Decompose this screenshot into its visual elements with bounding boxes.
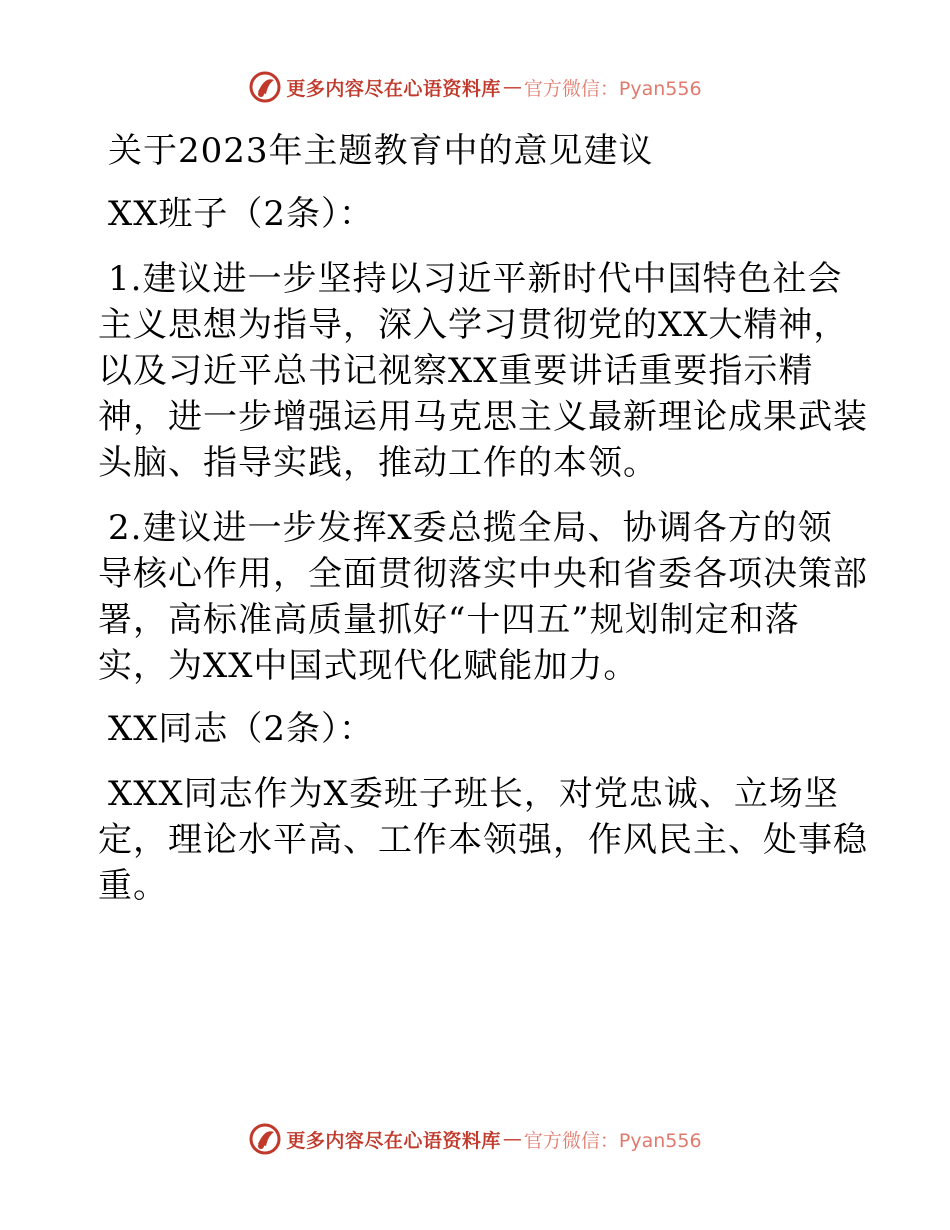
banner-contact: 官方微信：Pyan556 <box>523 77 702 100</box>
paragraph-line: 导核心作用，全面贯彻落实中央和省委各项决策部 <box>98 554 868 594</box>
paragraph-line: 头脑、指导实践，推动工作的本领。 <box>98 443 658 483</box>
banner-text: 更多内容尽在心语资料库 <box>286 77 501 100</box>
suggestion-item-1 <box>98 256 868 486</box>
section-heading-comrade: XX同志（2条）： <box>108 709 375 749</box>
watermark-banner-top <box>0 70 950 104</box>
paragraph-line: 1.建议进一步坚持以习近平新时代中国特色社会 <box>108 259 843 299</box>
paragraph-line: 实，为XX中国式现代化赋能加力。 <box>98 646 639 686</box>
banner-dash: — <box>502 1128 522 1150</box>
banner-dash: — <box>502 76 522 98</box>
banner-contact: 官方微信：Pyan556 <box>523 1129 702 1152</box>
banner-text: 更多内容尽在心语资料库 <box>286 1129 501 1152</box>
brand-logo-icon <box>248 1122 282 1156</box>
watermark-banner-bottom <box>0 1122 950 1156</box>
paragraph-line: 2.建议进一步发挥X委总揽全局、协调各方的领 <box>108 508 833 548</box>
paragraph-line: 以及习近平总书记视察XX重要讲话重要指示精 <box>98 351 814 391</box>
document-body <box>98 120 868 909</box>
paragraph-line: 署，高标准高质量抓好“十四五”规划制定和落 <box>98 600 800 640</box>
section-heading-team: XX班子（2条）： <box>108 194 375 234</box>
paragraph-line: 重。 <box>98 866 168 906</box>
comrade-comment <box>98 771 868 909</box>
paragraph-line: XXX同志作为X委班子班长，对党忠诚、立场坚 <box>108 774 839 814</box>
paragraph-line: 神，进一步增强运用马克思主义最新理论成果武装 <box>98 397 868 437</box>
brand-logo-icon <box>248 70 282 104</box>
document-title: 关于2023年主题教育中的意见建议 <box>108 131 654 171</box>
suggestion-item-2 <box>98 505 868 689</box>
paragraph-line: 定，理论水平高、工作本领强，作风民主、处事稳 <box>98 820 868 860</box>
paragraph-line: 主义思想为指导，深入学习贯彻党的XX大精神， <box>98 305 849 345</box>
